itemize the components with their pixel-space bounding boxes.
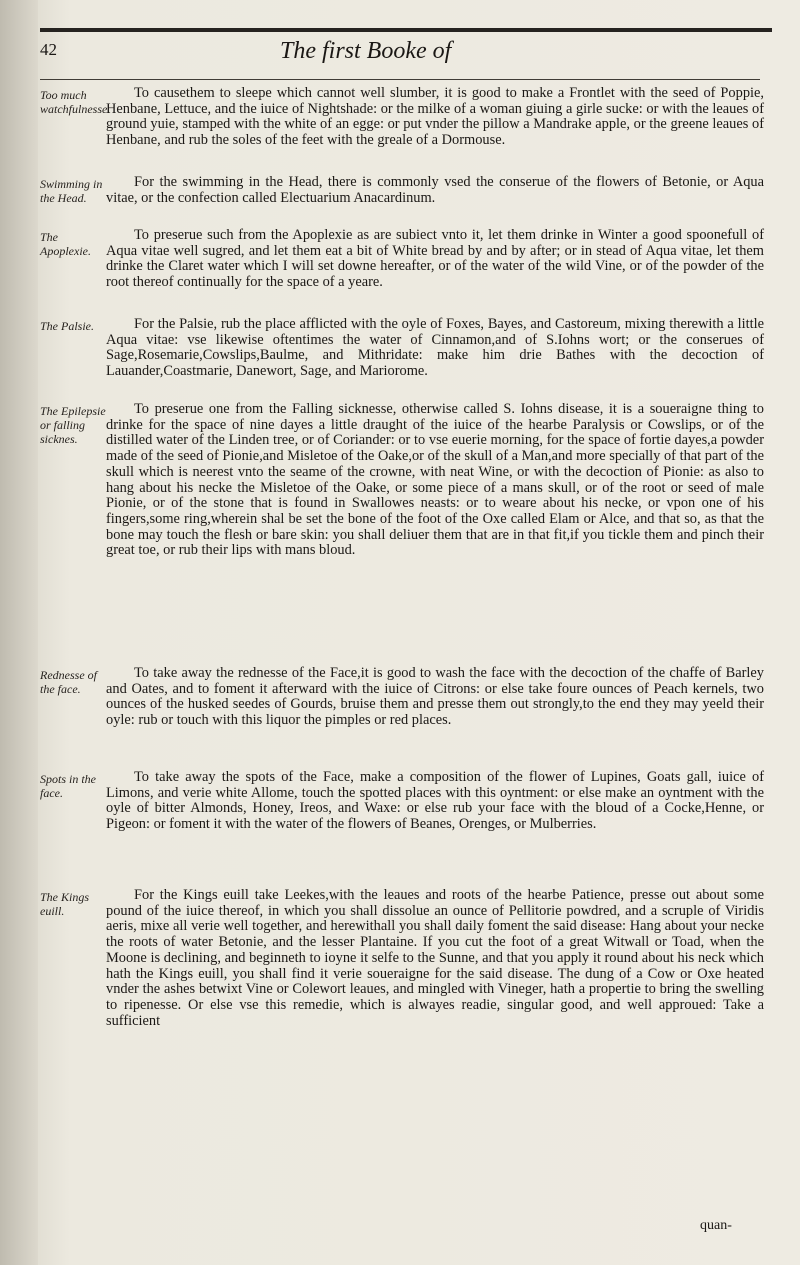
marginal-note: Too much watchfulnesse. <box>40 88 111 116</box>
header-rule <box>40 79 760 80</box>
catchword: quan- <box>700 1218 732 1233</box>
page-header <box>40 38 760 78</box>
paragraph: To preserue one from the Falling sicknesse, otherwise called S. Iohns disease, it is a soueraigne thing to drinke for the space of nine dayes a little draught of the iuice of the hearbe Paralysis or Cowslips, or of the distilled water of the Linden tree, or of Coriander: or to vse euerie morning, for the space of fortie dayes,a powder made of the seed of Pionie,and Misletoe of the Oake,or of the skull of a Man,and more specially of that part of the skull which is neerest vnto the seame of the crowne, with neat Wine, or with the decoction of Pionie: as also to hang about his necke the Misletoe of the Oake, or some piece of a mans skull, or of the root or seed of male Pionie, or of the stone that is found in Swallowes neasts: or to weare about his necke, or vpon one of his fingers,some ring,wherein shal be set the bone of the foot of the Oxe called Elam or Alce, and that so, as that the bone may touch the flesh or bare skin: you shall deliuer them that are in that fit,if you tickle them and pinch their great toe, or rub their lips with mans bloud. <box>106 401 764 559</box>
marginal-note: The Apoplexie. <box>40 230 91 258</box>
page-number: 42 <box>40 40 57 59</box>
top-rule <box>40 28 772 32</box>
paragraph: To preserue such from the Apoplexie as are subiect vnto it, let them drinke in Winter a good spoonefull of Aqua vitae well sugred, and let them eat a bit of White bread by and by after; or in stead of Aqua vitae, let them drinke the Claret water which I will set downe hereafter, or of the water of the wild Vine, or of the powder of the root thereof continually for the space of a yeare. <box>106 227 764 291</box>
paragraph: To take away the rednesse of the Face,it is good to wash the face with the decoction of the chaffe of Barley and Oates, and to foment it afterward with the iuice of Citrons: or else take foure ounces of Peach kernels, two ounces of the husked seedes of Gourds, bruise them and presse them out strongly,to the end they may yeeld their oyle: rub or touch with this liquor the pimples or red places. <box>106 665 764 729</box>
marginal-note: Spots in the face. <box>40 772 96 800</box>
paragraph: To causethem to sleepe which cannot well slumber, it is good to make a Frontlet with the seed of Poppie, Henbane, Lettuce, and the iuice of Nightshade: or the milke of a woman giuing a girle sucke: or with the leaues of ground yuie, stamped with the white of an egge: or put vnder the pillow a Mandrake apple, or the greene leaues of Henbane, and rub the soles of the feet with the greale of a Dormouse. <box>106 85 764 149</box>
binding-gutter <box>0 0 38 1265</box>
paragraph: For the swimming in the Head, there is commonly vsed the conserue of the flowers of Betonie, or Aqua vitae, or the confection called Electuarium Anacardinum. <box>106 174 764 206</box>
marginal-note: Swimming in the Head. <box>40 177 103 205</box>
marginal-note: The Kings euill. <box>40 890 90 918</box>
marginal-note: The Epilepsie or falling sicknes. <box>40 404 106 446</box>
paragraph: To take away the spots of the Face, make a composition of the flower of Lupines, Goats gall, iuice of Limons, and verie white Allome, touch the spotted places with this oyntment: or else make an oyntment with the oyle of bitter Almonds, Honey, Ireos, and Waxe: or else rub your face with the bloud of a Cocke,Henne, or Pigeon: or foment it with the water of the flowers of Beanes, Orenges, or Mulberries. <box>106 769 764 833</box>
paragraph: For the Kings euill take Leekes,with the leaues and roots of the hearbe Patience, presse out about some pound of the iuice thereof, in which you shall dissolue an ounce of Pellitorie powdred, and a scruple of Viridis aeris, mixe all verie well together, and herewithall you shall daily foment the said disease: Hang about your necke the roots of water Betonie, and the lesser Plantaine. If you cut the foot of a great Witwall or Toad, when the Moone is declining, and beginneth to ioyne it selfe to the Sunne, and that you apply it round about his neck which hath the Kings euill, you shall find it verie soueraigne for the said disease. The dung of a Cow or Oxe heated vnder the ashes betwixt Vine or Colewort leaues, and mingled with Vineger, hath a propertie to bring the swelling to ripenesse. Or else vse this remedie, which is alwayes readie, singular good, and well approued: Take a sufficient <box>106 887 764 1029</box>
running-title: The first Booke of <box>280 38 452 64</box>
marginal-note: The Palsie. <box>40 319 94 333</box>
paragraph: For the Palsie, rub the place afflicted with the oyle of Foxes, Bayes, and Castoreum, mixing therewith a little Aqua vitae: vse likewise oftentimes the water of Cinnamon,and of S.Iohns wort; or the conserues of Sage,Rosemarie,Cowslips,Baulme, and Mithridate: make him drie Bathes with the decoction of Lauander,Coastmarie, Danewort, Sage, and Mariorome. <box>106 316 764 380</box>
marginal-note: Rednesse of the face. <box>40 668 97 696</box>
